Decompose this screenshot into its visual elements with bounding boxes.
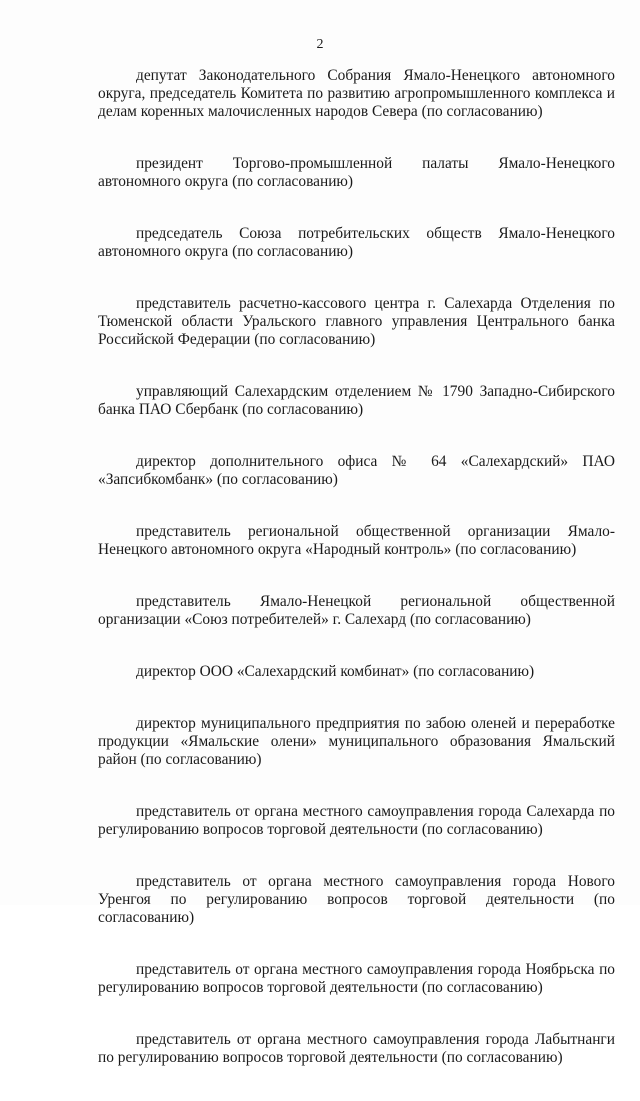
list-item: директор ООО «Салехардский комбинат» (по согласованию) [136,663,535,680]
list-item: представитель от органа местного самоуправления города Салехарда по регулированию вопросов торговой деятельности (по согласованию) [98,803,615,838]
page-number: 2 [316,37,324,52]
list-item: президент Торгово-промышленной палаты Ямало-Ненецкого автономного округа (по согласованию) [98,155,615,190]
list-item: представитель расчетно-кассового центра г. Салехарда Отделения по Тюменской области Уральского главного управления Центрального банка Российской Федерации (по согласованию) [98,295,615,348]
member-list [98,67,615,1101]
list-item: директор муниципального предприятия по забою оленей и переработке продукции «Ямальские олени» муниципального образования Ямальский район (по согласованию) [98,715,615,768]
list-item: председатель Союза потребительских обществ Ямало-Ненецкого автономного округа (по согласованию) [98,225,615,260]
list-item: управляющий Салехардским отделением № 1790 Западно-Сибирского банка ПАО Сбербанк (по согласованию) [98,383,615,418]
list-item: представитель региональной общественной организации Ямало-Ненецкого автономного округа «Народный контроль» (по согласованию) [98,523,615,558]
list-item: представитель от органа местного самоуправления города Нового Уренгоя по регулированию вопросов торговой деятельности (по согласованию) [98,873,615,926]
list-item: представитель от органа местного самоуправления города Ноябрьска по регулированию вопросов торговой деятельности (по согласованию) [98,961,615,996]
list-item: представитель Ямало-Ненецкой региональной общественной организации «Союз потребителей» г. Салехард (по согласованию) [98,593,615,628]
list-item: депутат Законодательного Собрания Ямало-Ненецкого автономного округа, председатель Комитета по развитию агропромышленного комплекса и делам коренных малочисленных народов Севера (по согласованию) [98,67,615,120]
list-item: директор дополнительного офиса № 64 «Салехардский» ПАО «Запсибкомбанк» (по согласованию) [98,453,615,488]
list-item: представитель от органа местного самоуправления города Лабытнанги по регулированию вопросов торговой деятельности (по согласованию) [98,1031,615,1066]
